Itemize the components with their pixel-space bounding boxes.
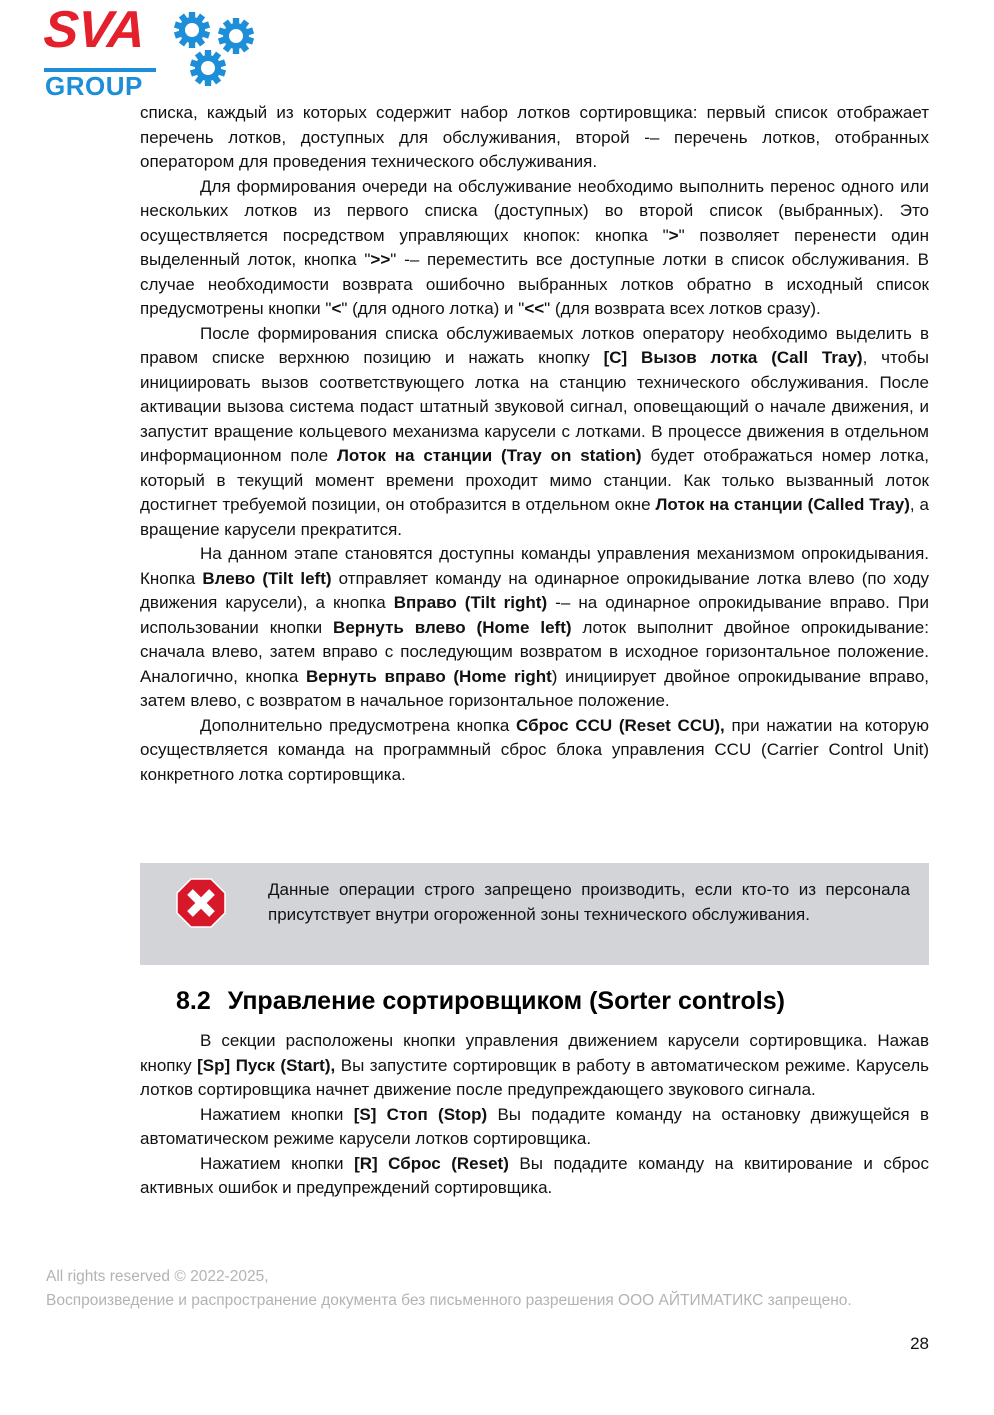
button-ref-tilt-left: Влево (Tilt left) (202, 568, 332, 588)
footer-notice: Воспроизведение и распространение документа без письменного разрешения ООО АЙТИМАТИКС запрещено. (46, 1292, 852, 1309)
company-logo (41, 1, 264, 101)
warning-callout (140, 863, 929, 965)
paragraph-tilt-controls: На данном этапе становятся доступны команды управления механизмом опрокидывания. Кнопка Влево (Tilt left) отправляет команду на одинарное опрокидывание лотка влево (по ходу движения карусели), а кнопка Вправо (Tilt right) -– на одинарное опрокидывание вправо. При использовании кнопки Вернуть влево (Home left) лоток выполнит двойное опрокидывание: сначала влево, затем вправо с последующим возвратом в исходное горизонтальное положение. Аналогично, кнопка Вернуть вправо (Home right) инициирует двойное опрокидывание вправо, затем влево, с возвратом в начальное горизонтальное положение. (140, 544, 930, 710)
paragraph-lists-intro: списка, каждый из которых содержит набор лотков сортировщика: первый список отображает перечень лотков, доступных для обслуживания, второй -– перечень лотков, отобранных оператором для проведения технического обслуживания. (140, 103, 929, 171)
button-ref-move-all: >> (370, 250, 391, 269)
button-ref-home-right: Вернуть вправо (Home right (306, 666, 552, 686)
paragraph-queue-forming: Для формирования очереди на обслуживание необходимо выполнить перенос одного или нескольких лотков из первого списка (доступных) во второй список (выбранных). Это осуществляется посредством управляющих кнопок: кнопка ">" позволяет перенести один выделенный лоток, кнопка ">>" -– переместить все доступные лотки в список обслуживания. В случае необходимости возврата ошибочно выбранных лотков обратно в исходный список предусмотрены кнопки "<" (для одного лотка) и "<<" (для возврата всех лотков сразу). (140, 176, 929, 318)
footer-copyright: All rights reserved © 2022-2025, (46, 1268, 269, 1285)
section-body (140, 1029, 929, 1201)
paragraph-reset-ccu: Дополнительно предусмотрена кнопка Сброс CCU (Reset CCU), при нажатии на которую осуществляется команда на программный сброс блока управления CCU (Carrier Control Unit) конкретного лотка сортировщика. (140, 715, 929, 784)
page-footer (46, 1265, 852, 1313)
document-body (140, 101, 929, 787)
field-ref-tray-on-station: Лоток на станции (Tray on station) (336, 446, 642, 465)
button-ref-stop: [S] Стоп (Stop) (353, 1104, 488, 1124)
logo-brand-sva: SVA (41, 1, 147, 59)
section-title: Управление сортировщиком (Sorter controls) (227, 987, 785, 1015)
button-ref-call-tray: [C] Вызов лотка (Call Tray) (603, 348, 863, 367)
field-ref-called-tray: Лоток на станции (Called Tray) (655, 495, 910, 514)
button-ref-return-one: < (331, 299, 342, 318)
section-number: 8.2 (176, 987, 211, 1015)
button-ref-move-one: > (668, 225, 679, 245)
stop-x-icon (176, 878, 226, 928)
section-heading (176, 984, 785, 1018)
paragraph-start: В секции расположены кнопки управления движением карусели сортировщика. Нажав кнопку [Sp] Пуск (Start), Вы запустите сортировщик в работу в автоматическом режиме. Карусель лотков сортировщика начнет движение после предупреждающего звукового сигнала. (140, 1031, 929, 1099)
logo-brand-group: GROUP (45, 71, 143, 101)
button-ref-home-left: Вернуть влево (Home left) (333, 617, 572, 637)
paragraph-stop: Нажатием кнопки [S] Стоп (Stop) Вы подадите команду на остановку движущейся в автоматическом режиме карусели лотков сортировщика. (140, 1104, 929, 1148)
paragraph-call-tray: После формирования списка обслуживаемых лотков оператору необходимо выделить в правом списке верхнюю позицию и нажать кнопку [C] Вызов лотка (Call Tray), чтобы инициировать вызов соответствующего лотка на станцию технического обслуживания. После активации вызова система подаст штатный звуковой сигнал, оповещающий о начале движения, и запустит вращение кольцевого механизма карусели с лотками. В процессе движения в отдельном информационном поле Лоток на станции (Tray on station) будет отображаться номер лотка, который в текущий момент времени проходит мимо станции. Как только вызванный лоток достигнет требуемой позиции, он отобразится в отдельном окне Лоток на станции (Called Tray), а вращение карусели прекратится. (140, 323, 930, 539)
gears-icon (170, 6, 262, 94)
paragraph-reset: Нажатием кнопки [R] Сброс (Reset) Вы подадите команду на квитирование и сброс активных ошибок и предупреждений сортировщика. (140, 1153, 929, 1197)
button-ref-start: [Sp] Пуск (Start), (197, 1055, 336, 1075)
button-ref-tilt-right: Вправо (Tilt right) (393, 593, 548, 612)
page-number: 28 (910, 1334, 929, 1353)
warning-text: Данные операции строго запрещено производить, если кто-то из персонала присутствует внутри огороженной зоны технического обслуживания. (268, 880, 910, 924)
button-ref-return-all: << (524, 299, 545, 318)
button-ref-reset-ccu: Сброс CCU (Reset CCU), (516, 715, 725, 735)
button-ref-reset: [R] Сброс (Reset) (354, 1153, 509, 1173)
